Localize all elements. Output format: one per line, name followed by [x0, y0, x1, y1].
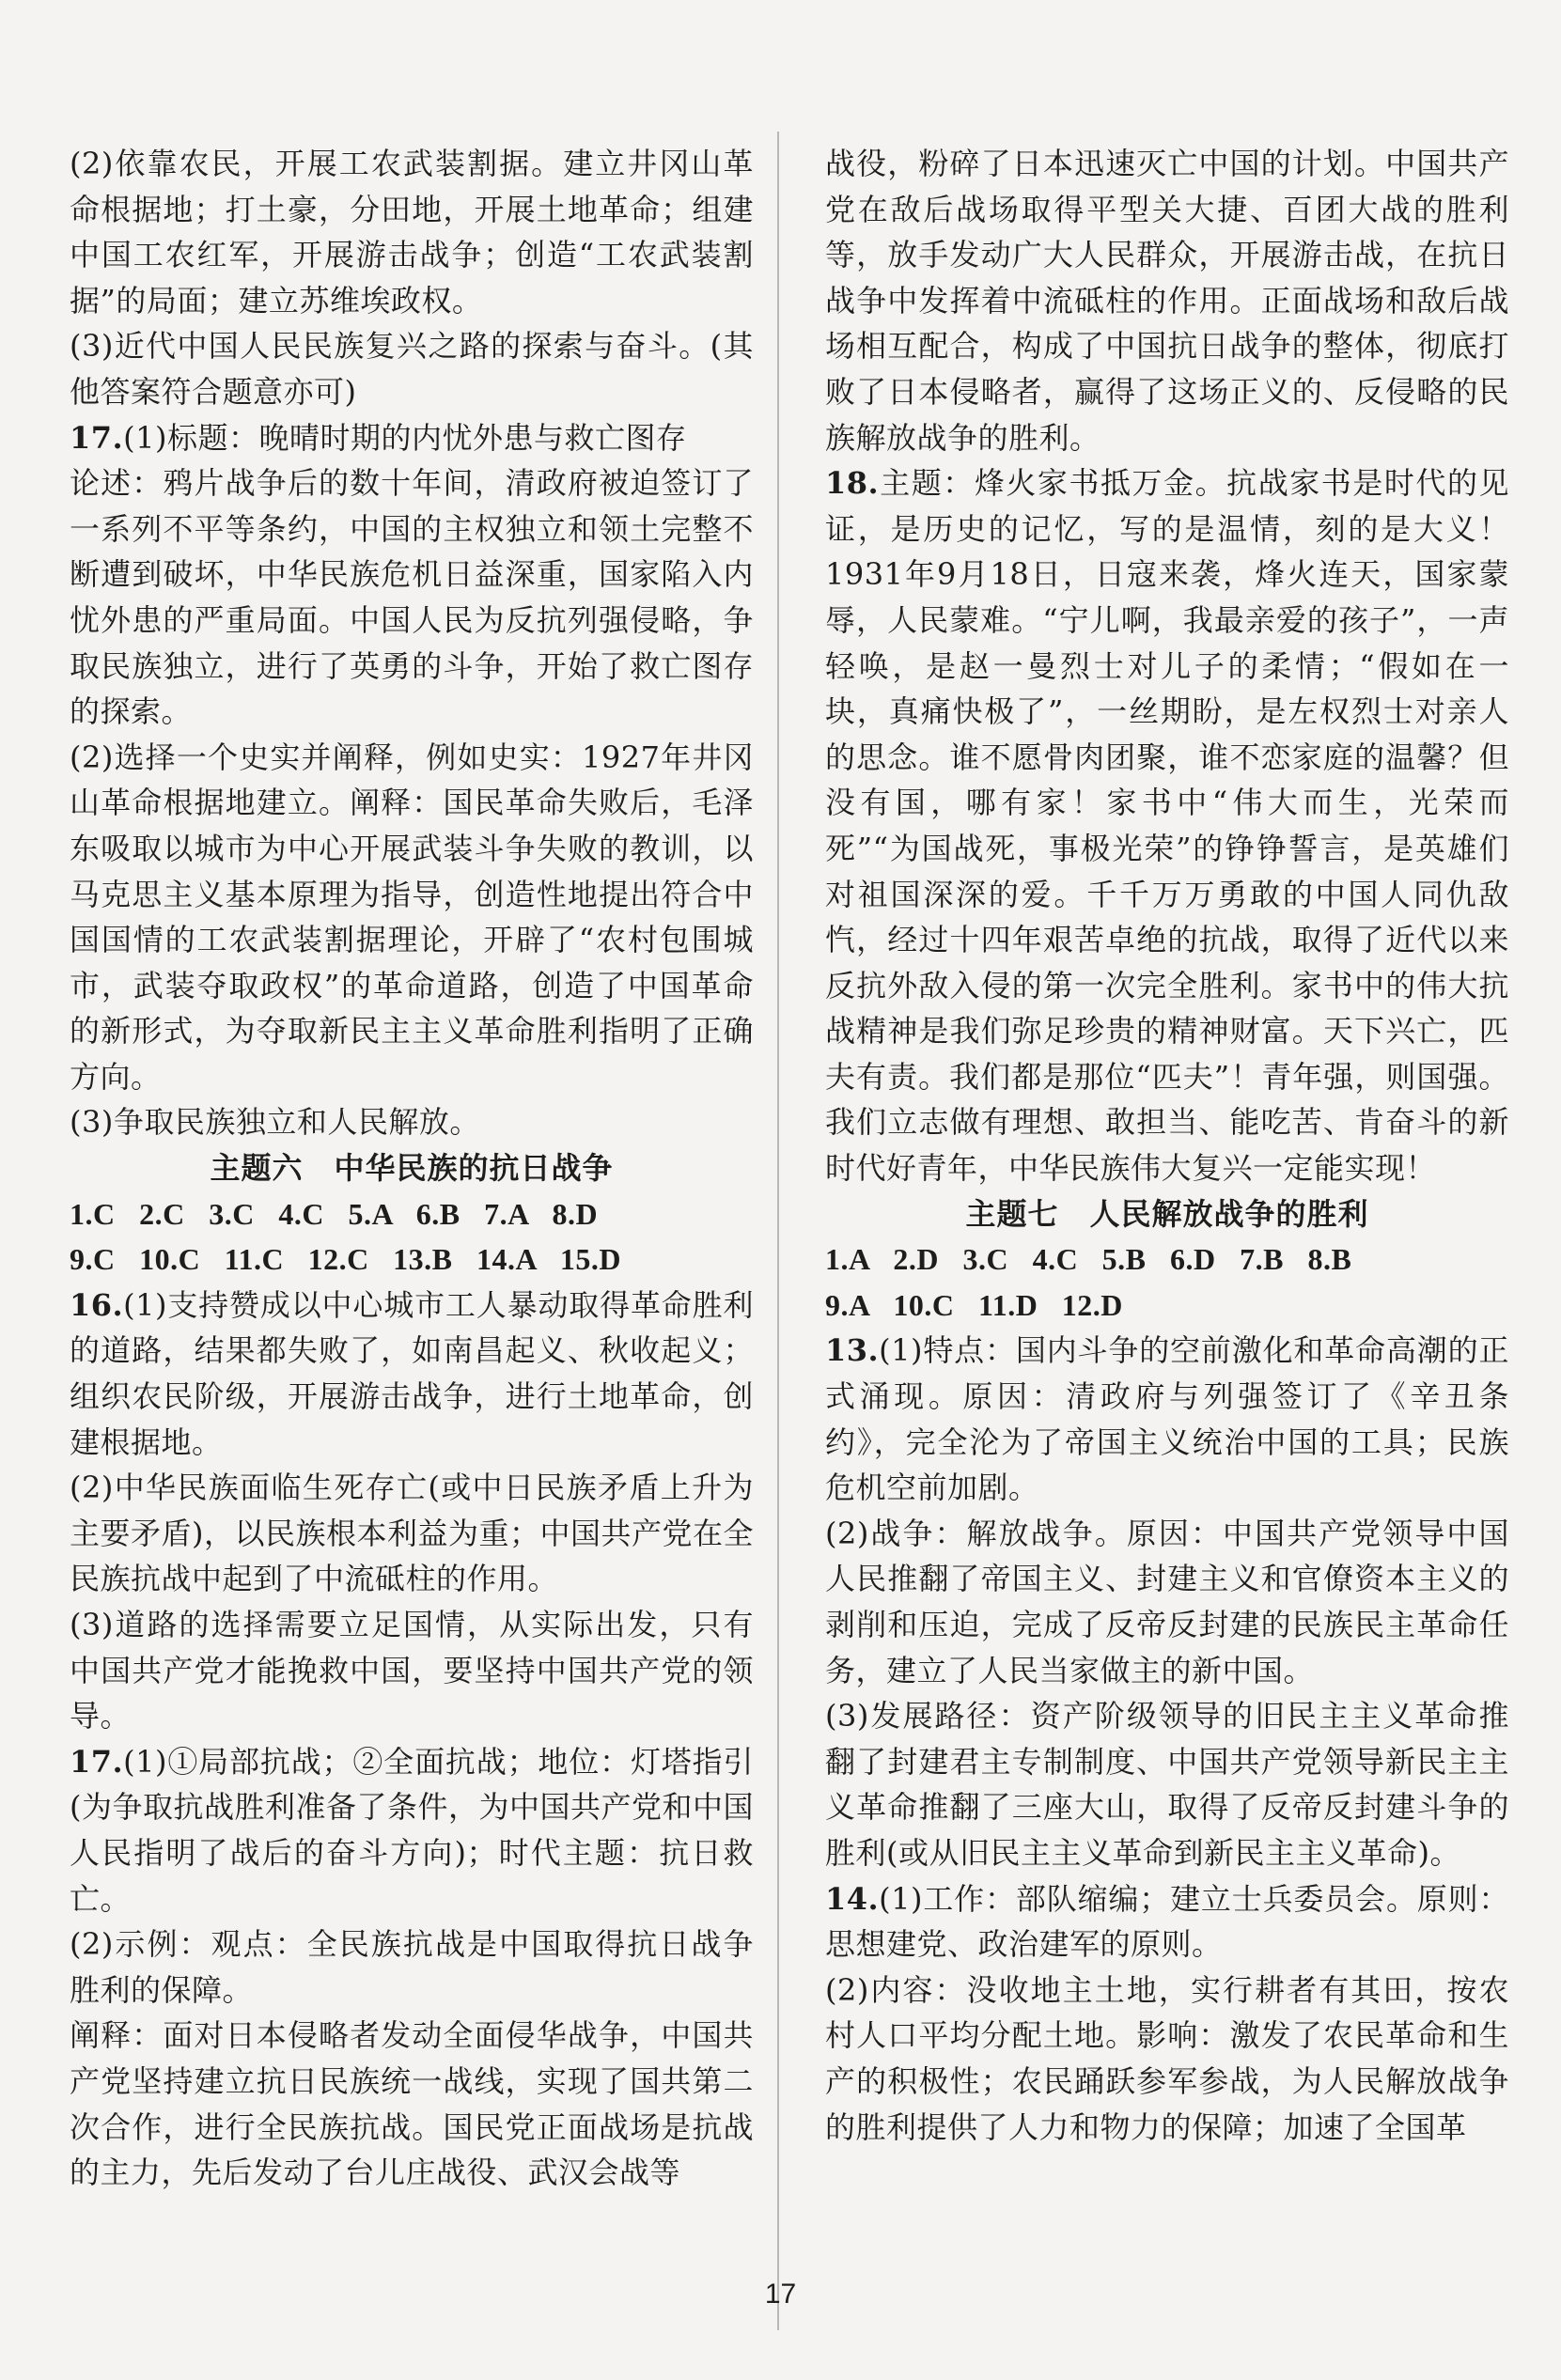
- question-number: 14.: [825, 1880, 880, 1917]
- question-number: 17.: [70, 1743, 124, 1780]
- answer-paragraph: [825, 1693, 1509, 1875]
- answer-text: 论述：鸦片战争后的数十年间，清政府被迫签订了一系列不平等条约，中国的主权独立和领土完整不断遭到破坏，中华民族危机日益深重，国家陷入内忧外患的严重局面。中国人民为反抗列强侵略，争取民族独立，进行了英勇的斗争，开始了救亡图存的探索。: [70, 465, 754, 730]
- column-divider: [777, 132, 779, 2330]
- answer-text: (2)选择一个史实并阐释，例如史实：1927年井冈山革命根据地建立。阐释：国民革命失败后，毛泽东吸取以城市为中心开展武装斗争失败的教训，以马克思主义基本原理为指导，创造性地提出符合中国国情的工农武装割据理论，开辟了“农村包围城市，武装夺取政权”的革命道路，创造了中国革命的新形式，为夺取新民主主义革命胜利指明了正确方向。: [70, 739, 754, 1095]
- answer-text: (2)内容：没收地主土地，实行耕者有其田，按农村人口平均分配土地。影响：激发了农民革命和生产的积极性；农民踊跃参军参战，为人民解放战争的胜利提供了人力和物力的保障；加速了全国革: [825, 1971, 1509, 2145]
- answer-paragraph: [70, 1099, 754, 1145]
- answer-paragraph: [70, 735, 754, 1100]
- answer-text: (1)①局部抗战；②全面抗战；地位：灯塔指引(为争取抗战胜利准备了条件，为中国共产党和中国人民指明了战后的奋斗方向)；时代主题：抗日救亡。: [70, 1743, 754, 1917]
- answer-paragraph: [70, 141, 754, 323]
- answer-text: (1)支持赞成以中心城市工人暴动取得革命胜利的道路，结果都失败了，如南昌起义、秋收起义；组织农民阶级，开展游击战争，进行土地革命，创建根据地。: [70, 1286, 754, 1460]
- question-number: 18.: [825, 465, 880, 502]
- answer-paragraph: [70, 460, 754, 735]
- answer-text: (2)示例：观点：全民族抗战是中国取得抗日战争胜利的保障。: [70, 1926, 754, 2008]
- answer-paragraph: [70, 1602, 754, 1739]
- page-number: 17: [764, 2279, 797, 2310]
- answer-key-row: 1.C 2.C 3.C 4.C 5.A 6.B 7.A 8.D: [70, 1196, 599, 1231]
- answer-paragraph: [825, 1876, 1509, 1968]
- answer-paragraph: [825, 1511, 1509, 1693]
- answer-text: (1)工作：部队缩编；建立士兵委员会。原则：思想建党、政治建军的原则。: [825, 1880, 1509, 1963]
- answer-text: (1)标题：晚晴时期的内忧外患与救亡图存: [123, 419, 687, 456]
- answer-paragraph: [70, 323, 754, 414]
- question-number: 17.: [70, 419, 124, 456]
- answer-paragraph: [825, 141, 1509, 460]
- answer-text: (3)争取民族独立和人民解放。: [70, 1104, 480, 1141]
- answer-text: (2)依靠农民，开展工农武装割据。建立井冈山革命根据地；打土豪，分田地，开展土地革命；组建中国工农红军，开展游击战争；创造“工农武装割据”的局面；建立苏维埃政权。: [70, 146, 754, 319]
- section-heading: 主题六 中华民族的抗日战争: [210, 1150, 614, 1187]
- answer-paragraph: [70, 415, 754, 461]
- question-number: 13.: [825, 1332, 880, 1369]
- answer-text: 主题：烽火家书抵万金。抗战家书是时代的见证，是历史的记忆，写的是温情，刻的是大义！1931年9月18日，日寇来袭，烽火连天，国家蒙辱，人民蒙难。“宁儿啊，我最亲爱的孩子”，一声轻唤，是赵一曼烈士对儿子的柔情；“假如在一块，真痛快极了”，一丝期盼，是左权烈士对亲人的思念。谁不愿骨肉团聚，谁不恋家庭的温馨？但没有国，哪有家！家书中“伟大而生，光荣而死”“为国战死，事极光荣”的铮铮誓言，是英雄们对祖国深深的爱。千千万万勇敢的中国人同仇敌忾，经过十四年艰苦卓绝的抗战，取得了近代以来反抗外敌入侵的第一次完全胜利。家书中的伟大抗战精神是我们弥足珍贵的精神财富。天下兴亡，匹夫有责。我们都是那位“匹夫”！青年强，则国强。我们立志做有理想、敢担当、能吃苦、肯奋斗的新时代好青年，中华民族伟大复兴一定能实现！: [825, 465, 1509, 1187]
- question-number: 16.: [70, 1286, 124, 1323]
- answer-text: (2)战争：解放战争。原因：中国共产党领导中国人民推翻了帝国主义、封建主义和官僚资本主义的剥削和压迫，完成了反帝反封建的民族民主革命任务，建立了人民当家做主的新中国。: [825, 1515, 1509, 1688]
- answer-text: (1)特点：国内斗争的空前激化和革命高潮的正式涌现。原因：清政府与列强签订了《辛丑条约》，完全沦为了帝国主义统治中国的工具；民族危机空前加剧。: [825, 1332, 1509, 1506]
- answer-paragraph: [70, 2013, 754, 2195]
- right-column: [825, 141, 1509, 2150]
- answer-paragraph: [825, 1968, 1509, 2150]
- answer-text: (3)道路的选择需要立足国情，从实际出发，只有中国共产党才能挽救中国，要坚持中国共产党的领导。: [70, 1607, 754, 1734]
- answer-text: 战役，粉碎了日本迅速灭亡中国的计划。中国共产党在敌后战场取得平型关大捷、百团大战的胜利等，放手发动广大人民群众，开展游击战，在抗日战争中发挥着中流砥柱的作用。正面战场和敌后战场相互配合，构成了中国抗日战争的整体，彻底打败了日本侵略者，赢得了这场正义的、反侵略的民族解放战争的胜利。: [825, 146, 1509, 456]
- answer-paragraph: [70, 1739, 754, 1921]
- answer-key-row: 9.A 10.C 11.D 12.D: [825, 1287, 1123, 1322]
- answer-paragraph: [70, 1283, 754, 1465]
- answer-paragraph: [70, 1921, 754, 2013]
- answer-text: 阐释：面对日本侵略者发动全面侵华战争，中国共产党坚持建立抗日民族统一战线，实现了国共第二次合作，进行全民族抗战。国民党正面战场是抗战的主力，先后发动了台儿庄战役、武汉会战等: [70, 2017, 754, 2191]
- answer-text: (2)中华民族面临生死存亡(或中日民族矛盾上升为主要矛盾)，以民族根本利益为重；中国共产党在全民族抗战中起到了中流砥柱的作用。: [70, 1470, 754, 1597]
- section-heading: 主题七 人民解放战争的胜利: [965, 1195, 1369, 1232]
- answer-text: (3)发展路径：资产阶级领导的旧民主主义革命推翻了封建君主专制制度、中国共产党领导新民主主义革命推翻了三座大山，取得了反帝反封建斗争的胜利(或从旧民主主义革命到新民主主义革命)。: [825, 1698, 1509, 1871]
- answer-paragraph: [825, 1328, 1509, 1510]
- answer-paragraph: [825, 460, 1509, 1191]
- answer-key-row: 9.C 10.C 11.C 12.C 13.B 14.A 15.D: [70, 1242, 621, 1277]
- answer-text: (3)近代中国人民民族复兴之路的探索与奋斗。(其他答案符合题意亦可): [70, 328, 754, 410]
- left-column: [70, 141, 754, 2196]
- answer-paragraph: [70, 1465, 754, 1602]
- answer-key-row: 1.A 2.D 3.C 4.C 5.B 6.D 7.B 8.B: [825, 1242, 1352, 1277]
